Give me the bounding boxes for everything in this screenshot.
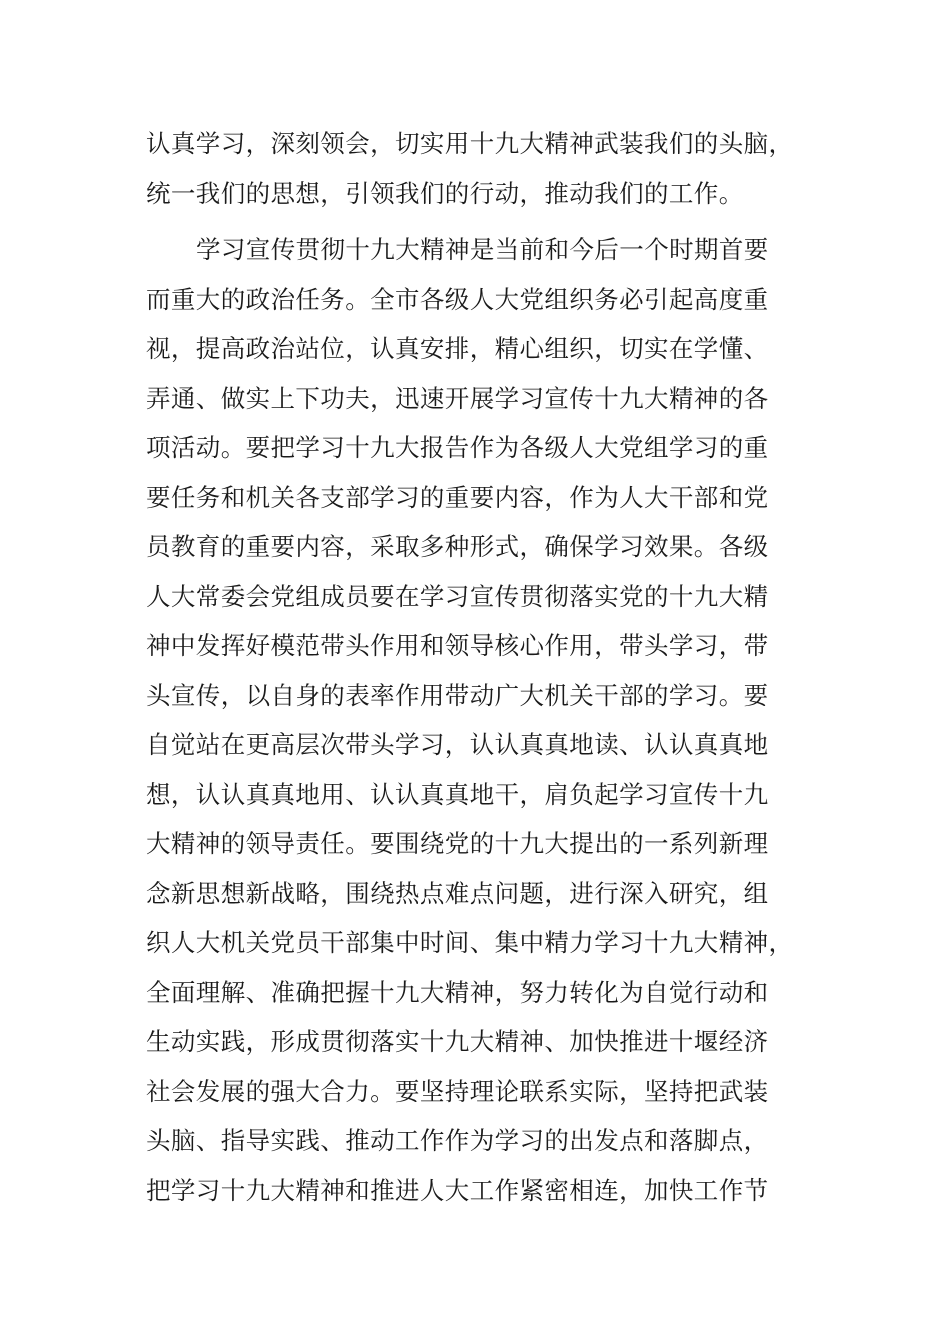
text-line: 头脑、指导实践、推动工作作为学习的出发点和落脚点， bbox=[146, 1126, 769, 1155]
paragraph-first-line: 学习宣传贯彻十九大精神是当前和今后一个时期首要 bbox=[196, 235, 769, 264]
text-line: 社会发展的强大合力。要坚持理论联系实际，坚持把武装 bbox=[146, 1076, 769, 1106]
text-line: 人大常委会党组成员要在学习宣传贯彻落实党的十九大精 bbox=[146, 581, 769, 611]
text-line: 大精神的领导责任。要围绕党的十九大提出的一系列新理 bbox=[146, 829, 769, 858]
text-line: 要任务和机关各支部学习的重要内容，作为人大干部和党 bbox=[146, 482, 769, 512]
text-line: 生动实践，形成贯彻落实十九大精神、加快推进十堰经济 bbox=[146, 1027, 769, 1056]
text-line: 项活动。要把学习十九大报告作为各级人大党组学习的重 bbox=[146, 433, 769, 462]
text-line: 员教育的重要内容，采取多种形式，确保学习效果。各级 bbox=[146, 532, 769, 561]
text-line: 认真学习，深刻领会，切实用十九大精神武装我们的头脑， bbox=[146, 129, 794, 158]
text-line: 弄通、做实上下功夫，迅速开展学习宣传十九大精神的各 bbox=[146, 383, 769, 413]
text-line: 自觉站在更高层次带头学习，认认真真地读、认认真真地 bbox=[146, 730, 769, 759]
text-line: 头宣传，以自身的表率作用带动广大机关干部的学习。要 bbox=[146, 680, 769, 710]
text-line: 神中发挥好模范带头作用和领导核心作用，带头学习，带 bbox=[146, 631, 769, 660]
text-line: 织人大机关党员干部集中时间、集中精力学习十九大精神， bbox=[146, 928, 794, 957]
text-line: 把学习十九大精神和推进人大工作紧密相连，加快工作节 bbox=[146, 1175, 769, 1205]
text-line: 统一我们的思想，引领我们的行动，推动我们的工作。 bbox=[146, 178, 744, 208]
text-line: 念新思想新战略，围绕热点难点问题，进行深入研究，组 bbox=[146, 878, 769, 908]
text-line: 视，提高政治站位，认真安排，精心组织，切实在学懂、 bbox=[146, 334, 769, 363]
text-line: 而重大的政治任务。全市各级人大党组织务必引起高度重 bbox=[146, 284, 769, 314]
text-line: 想，认认真真地用、认认真真地干，肩负起学习宣传十九 bbox=[146, 779, 769, 809]
text-line: 全面理解、准确把握十九大精神，努力转化为自觉行动和 bbox=[146, 977, 769, 1007]
